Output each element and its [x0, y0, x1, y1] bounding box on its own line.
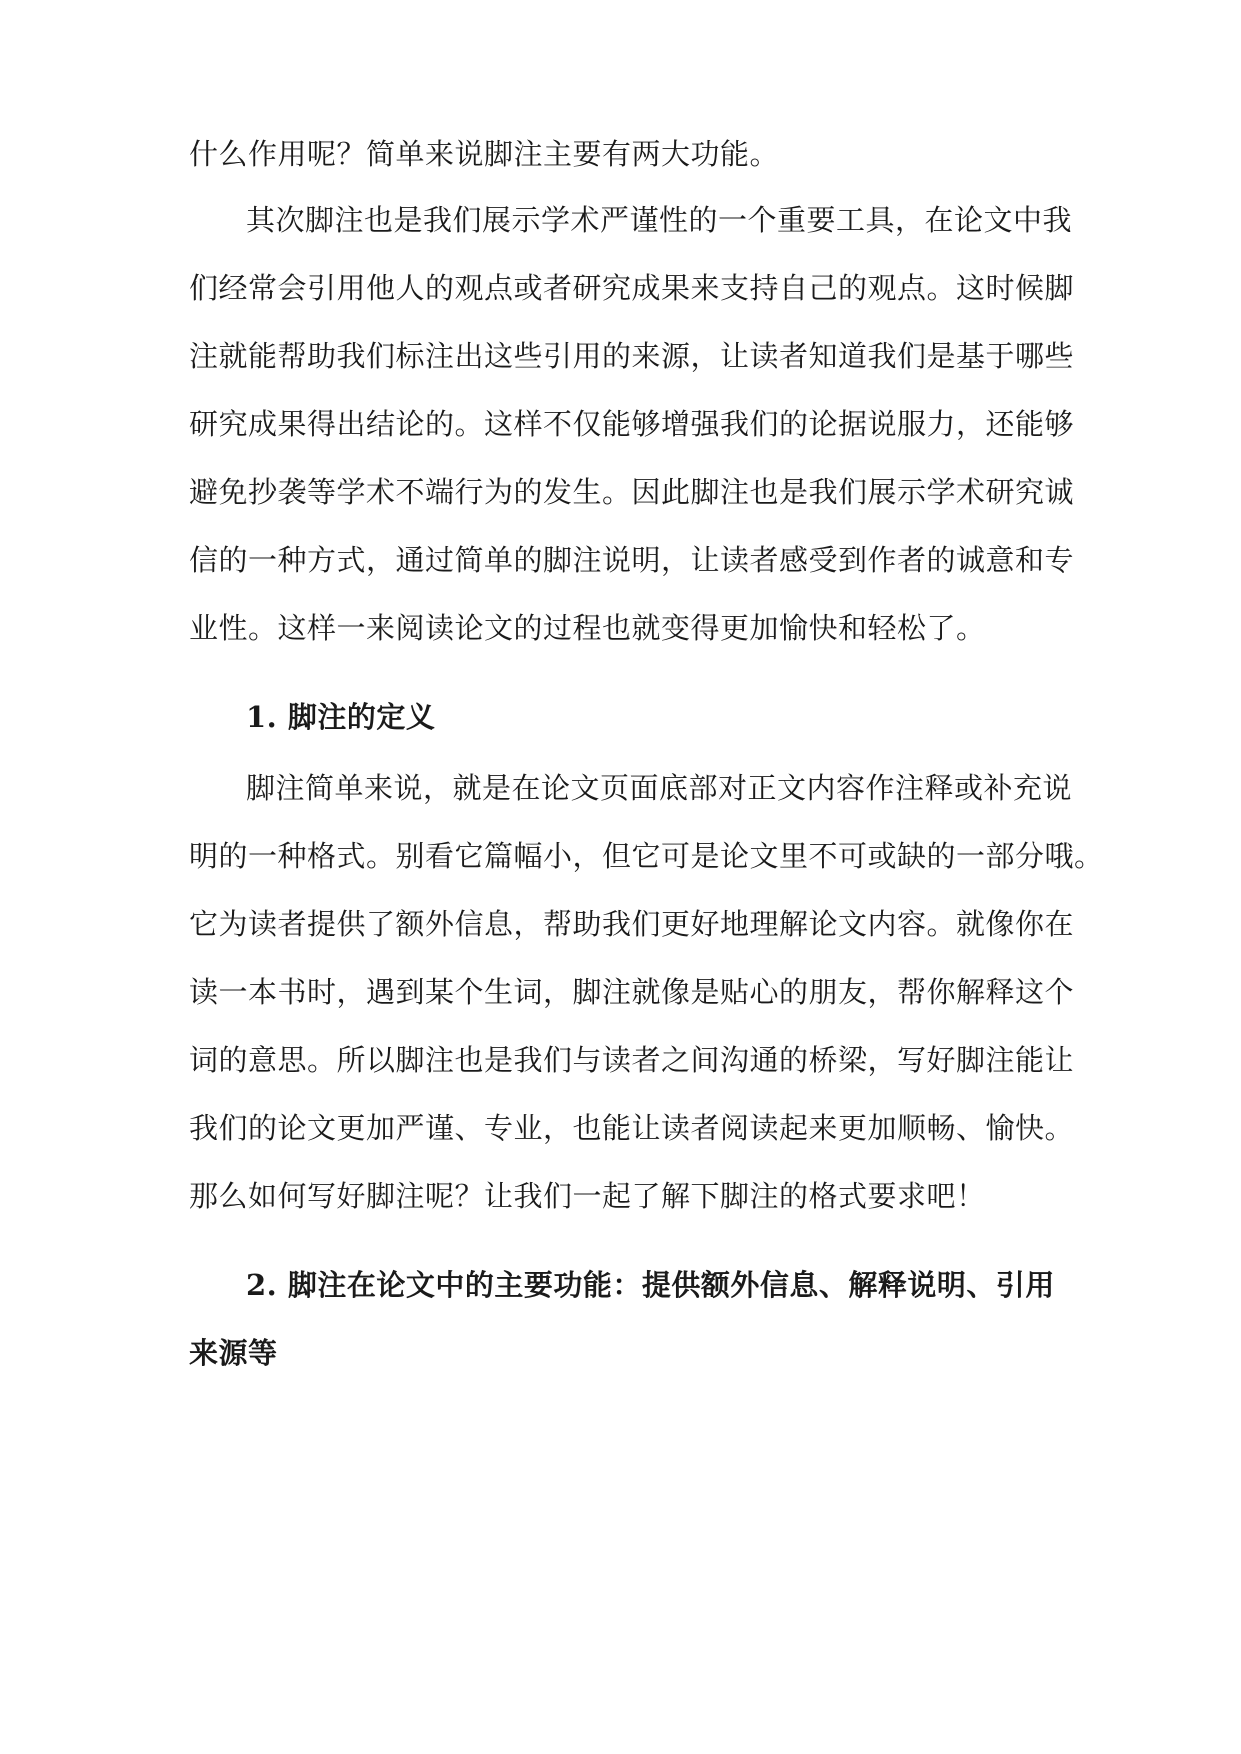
paragraph-line: 其次脚注也是我们展示学术严谨性的一个重要工具，在论文中我	[246, 203, 1073, 237]
paragraph-line: 注就能帮助我们标注出这些引用的来源，让读者知道我们是基于哪些	[189, 339, 1075, 373]
paragraph-line: 信的一种方式，通过简单的脚注说明，让读者感受到作者的诚意和专	[189, 543, 1075, 577]
paragraph-line: 什么作用呢？简单来说脚注主要有两大功能。	[189, 137, 780, 171]
paragraph-line: 读一本书时，遇到某个生词，脚注就像是贴心的朋友，帮你解释这个	[189, 975, 1075, 1009]
paragraph-line: 避免抄袭等学术不端行为的发生。因此脚注也是我们展示学术研究诚	[189, 475, 1075, 509]
paragraph-line: 它为读者提供了额外信息，帮助我们更好地理解论文内容。就像你在	[189, 907, 1075, 941]
section-heading: 2. 脚注在论文中的主要功能：提供额外信息、解释说明、引用	[246, 1268, 1055, 1302]
section-heading: 1. 脚注的定义	[246, 700, 436, 734]
paragraph-line: 业性。这样一来阅读论文的过程也就变得更加愉快和轻松了。	[189, 611, 986, 645]
paragraph-line: 我们的论文更加严谨、专业，也能让读者阅读起来更加顺畅、愉快。	[189, 1111, 1075, 1145]
paragraph-line: 明的一种格式。别看它篇幅小，但它可是论文里不可或缺的一部分哦。	[189, 839, 1104, 873]
paragraph-line: 词的意思。所以脚注也是我们与读者之间沟通的桥梁，写好脚注能让	[189, 1043, 1075, 1077]
paragraph-line: 那么如何写好脚注呢？让我们一起了解下脚注的格式要求吧！	[189, 1179, 986, 1213]
paragraph-line: 研究成果得出结论的。这样不仅能够增强我们的论据说服力，还能够	[189, 407, 1075, 441]
paragraph-line: 脚注简单来说，就是在论文页面底部对正文内容作注释或补充说	[246, 771, 1073, 805]
paragraph-line: 们经常会引用他人的观点或者研究成果来支持自己的观点。这时候脚	[189, 271, 1075, 305]
section-heading: 来源等	[189, 1336, 278, 1370]
